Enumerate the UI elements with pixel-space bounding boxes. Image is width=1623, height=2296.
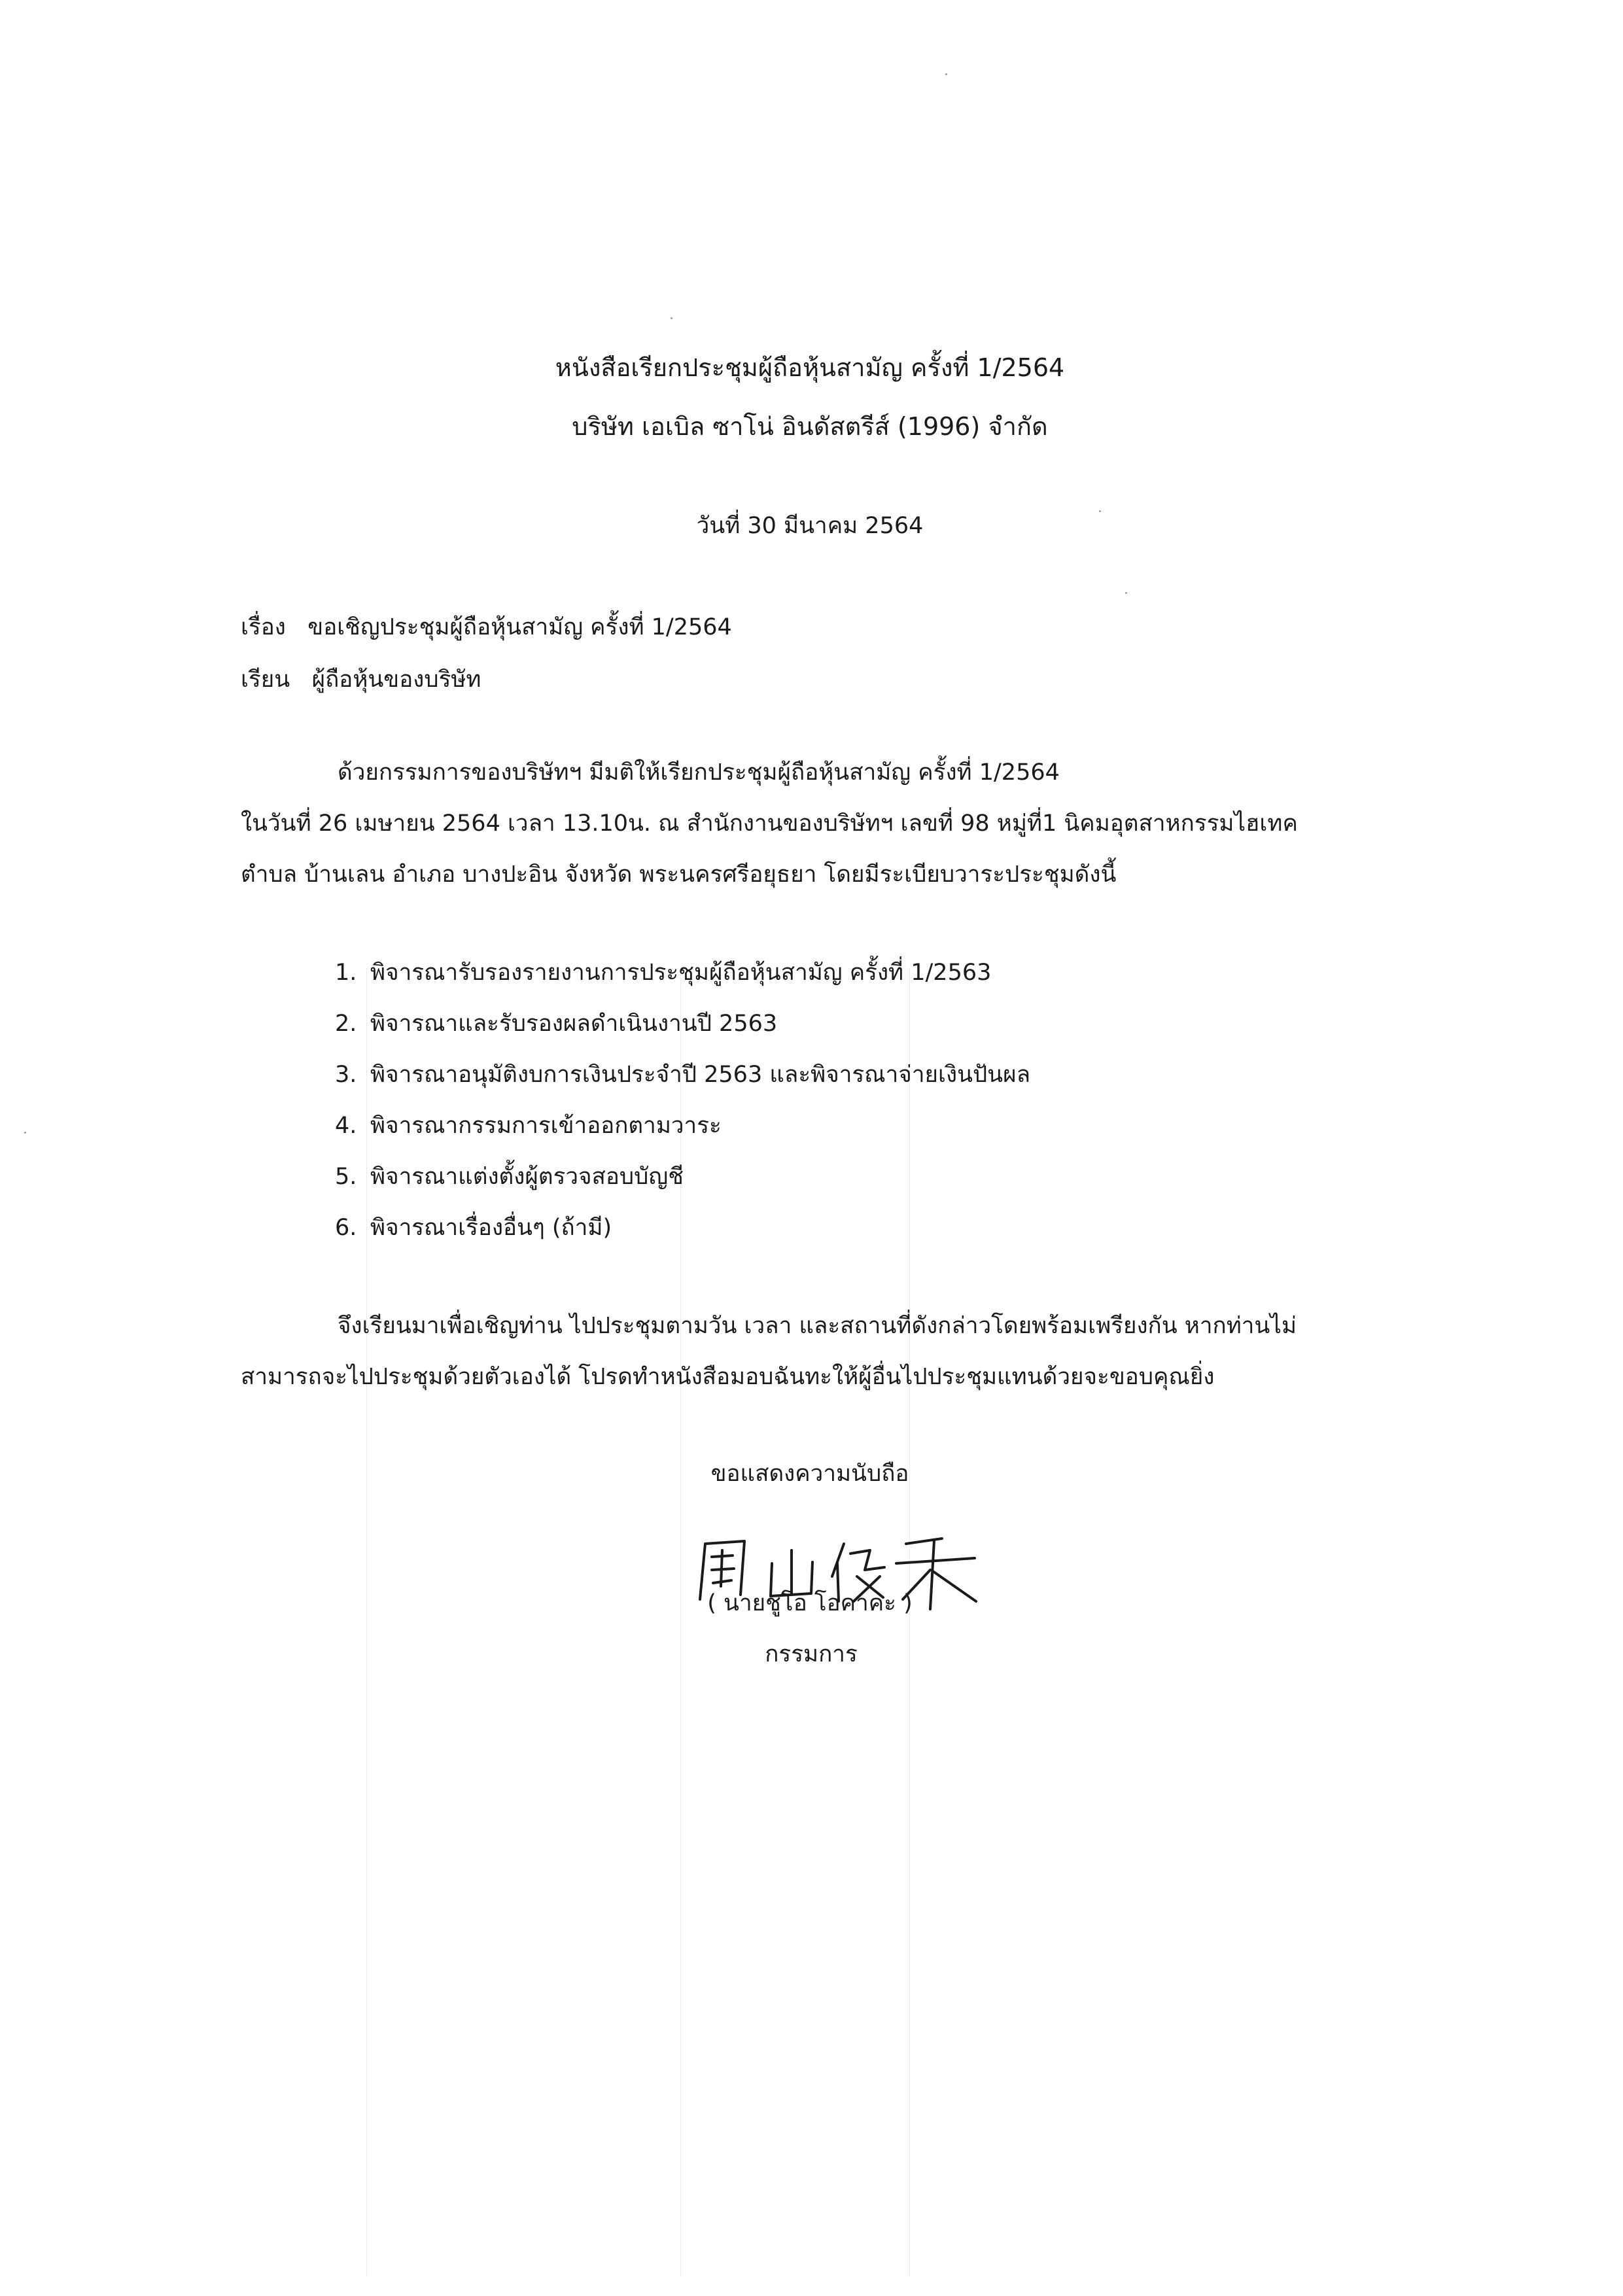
company-name: บริษัท เอเบิล ซาโน่ อินดัสตรีส์ (1996) จำกัด xyxy=(572,412,1048,441)
document-date: วันที่ 30 มีนาคม 2564 xyxy=(696,513,924,539)
signer-name: ( นายชูโอ โอคาคะ ) xyxy=(707,1590,913,1616)
subject-text: ขอเชิญประชุมผู้ถือหุ้นสามัญ ครั้งที่ 1/2564 xyxy=(307,614,732,640)
scan-speck xyxy=(1125,592,1127,594)
closing-paragraph-line: จึงเรียนมาเพื่อเชิญท่าน ไปประชุมตามวัน เวลา และสถานที่ดังกล่าวโดยพร้อมเพรียงกัน หากท่านไม่ xyxy=(338,1313,1297,1339)
recipient-text: ผู้ถือหุ้นของบริษัท xyxy=(311,667,481,693)
body-paragraph-line: ตำบล บ้านเลน อำเภอ บางปะอิน จังหวัด พระนครศรีอยุธยา โดยมีระเบียบวาระประชุมดังนี้ xyxy=(241,861,1117,888)
body-paragraph-line: ด้วยกรรมการของบริษัทฯ มีมติให้เรียกประชุมผู้ถือหุ้นสามัญ ครั้งที่ 1/2564 xyxy=(338,759,1060,786)
signer-title: กรรมการ xyxy=(765,1641,858,1667)
subject-line xyxy=(241,614,732,641)
scan-speck xyxy=(671,317,672,319)
scan-speck xyxy=(24,1132,26,1134)
agenda-item: 5. พิจารณาแต่งตั้งผู้ตรวจสอบบัญชี xyxy=(335,1164,684,1190)
closing-paragraph-line: สามารถจะไปประชุมด้วยตัวเองได้ โปรดทำหนังสือมอบฉันทะให้ผู้อื่นไปประชุมแทนด้วยจะขอบคุณยิ่ง xyxy=(241,1364,1215,1390)
agenda-item: 6. พิจารณาเรื่องอื่นๆ (ถ้ามี) xyxy=(335,1215,612,1241)
agenda-item: 3. พิจารณาอนุมัติงบการเงินประจำปี 2563 และพิจารณาจ่ายเงินปันผล xyxy=(335,1062,1031,1088)
recipient-line xyxy=(241,666,481,693)
document-title: หนังสือเรียกประชุมผู้ถือหุ้นสามัญ ครั้งที่ 1/2564 xyxy=(555,353,1065,382)
recipient-label: เรียน xyxy=(241,667,290,693)
closing-regards: ขอแสดงความนับถือ xyxy=(710,1461,909,1487)
agenda-item: 2. พิจารณาและรับรองผลดำเนินงานปี 2563 xyxy=(335,1011,778,1037)
subject-label: เรื่อง xyxy=(241,614,286,640)
scan-speck xyxy=(1099,510,1101,512)
agenda-item: 4. พิจารณากรรมการเข้าออกตามวาระ xyxy=(335,1113,722,1139)
scan-artifact-line xyxy=(909,968,910,2276)
body-paragraph-line: ในวันที่ 26 เมษายน 2564 เวลา 13.10น. ณ สำนักงานของบริษัทฯ เลขที่ 98 หมู่ที่1 นิคมอุตสาหกรรมไฮเทค xyxy=(241,810,1298,837)
scan-speck xyxy=(945,73,947,75)
agenda-item: 1. พิจารณารับรองรายงานการประชุมผู้ถือหุ้นสามัญ ครั้งที่ 1/2563 xyxy=(335,960,992,986)
